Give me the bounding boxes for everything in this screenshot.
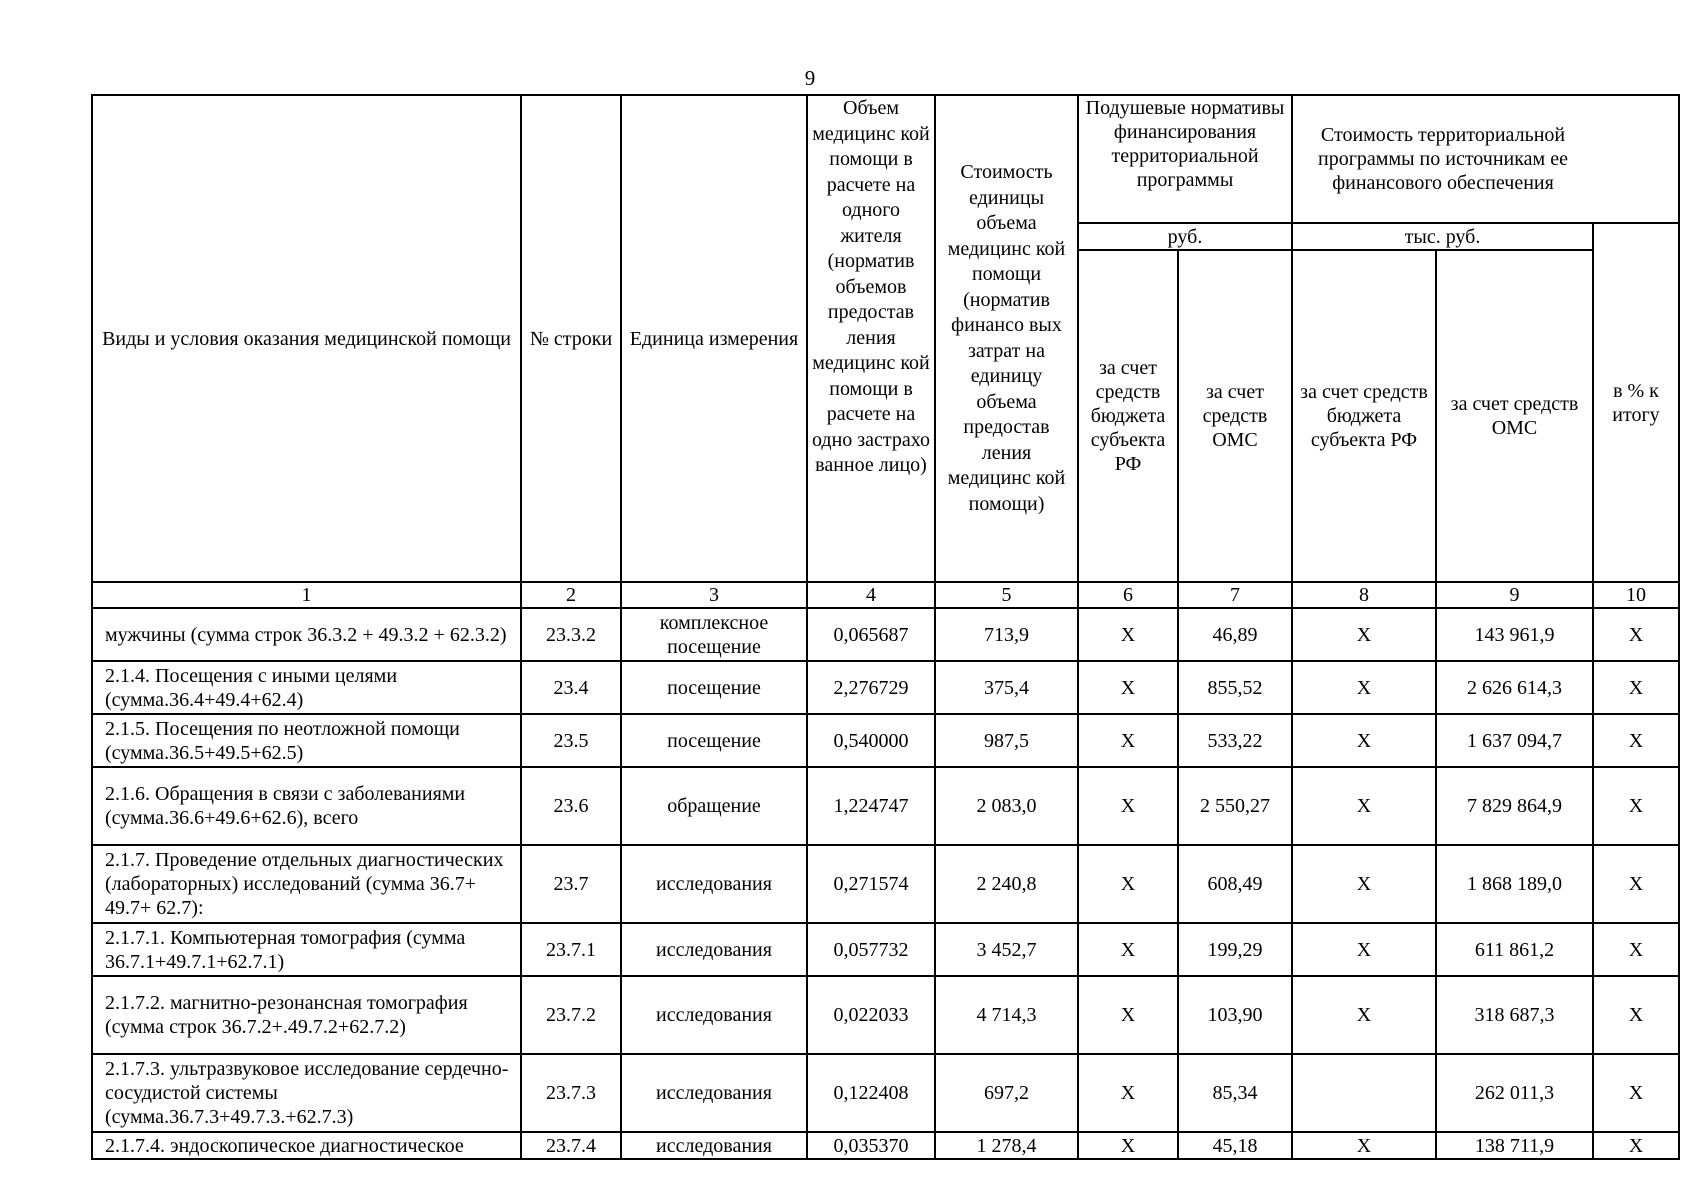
row-unit: обращение: [621, 767, 807, 845]
row-budget-total: Х: [1292, 661, 1436, 714]
column-number: 3: [621, 582, 807, 608]
row-name: 2.1.7.4. эндоскопическое диагностическое: [92, 1132, 521, 1159]
header-oms-total: за счет средств ОМС: [1436, 250, 1593, 582]
header-oms-norm: за счет средств ОМС: [1178, 250, 1292, 582]
header-line-number: № строки: [521, 95, 621, 582]
row-oms-norm: 2 550,27: [1178, 767, 1292, 845]
row-budget-norm: Х: [1078, 976, 1178, 1054]
row-unit: исследования: [621, 1132, 807, 1159]
row-name: 2.1.7. Проведение отдельных диагностических (лабораторных) исследований (сумма 36.7+ 49.7+ 62.7):: [92, 845, 521, 923]
row-budget-norm: Х: [1078, 714, 1178, 767]
row-line-number: 23.4: [521, 661, 621, 714]
row-volume: 0,035370: [807, 1132, 935, 1159]
row-budget-norm: Х: [1078, 923, 1178, 976]
row-unit: исследования: [621, 845, 807, 923]
row-budget-total: Х: [1292, 767, 1436, 845]
row-budget-norm: Х: [1078, 608, 1178, 661]
row-oms-total: 7 829 864,9: [1436, 767, 1593, 845]
column-number: 7: [1178, 582, 1292, 608]
row-oms-norm: 46,89: [1178, 608, 1292, 661]
row-unit-cost: 2 240,8: [935, 845, 1078, 923]
row-oms-total: 318 687,3: [1436, 976, 1593, 1054]
column-number-row: [92, 582, 1679, 608]
row-oms-norm: 103,90: [1178, 976, 1292, 1054]
row-volume: 0,057732: [807, 923, 935, 976]
table-row: [92, 976, 1679, 1054]
row-oms-norm: 45,18: [1178, 1132, 1292, 1159]
header-program-cost: Стоимость территориальной программы по источникам ее финансового обеспечения: [1292, 95, 1593, 223]
table-row: [92, 1054, 1679, 1132]
row-budget-total: Х: [1292, 976, 1436, 1054]
row-name: 2.1.7.2. магнитно-резонансная томография (сумма строк 36.7.2+.49.7.2+62.7.2): [92, 976, 521, 1054]
table-row: [92, 714, 1679, 767]
medical-care-cost-table: [91, 94, 1680, 1160]
row-oms-norm: 85,34: [1178, 1054, 1292, 1132]
row-unit-cost: 1 278,4: [935, 1132, 1078, 1159]
row-oms-total: 1 637 094,7: [1436, 714, 1593, 767]
row-percent: Х: [1593, 1054, 1679, 1132]
column-number: 6: [1078, 582, 1178, 608]
header-unit: Единица измерения: [621, 95, 807, 582]
header-care-type: Виды и условия оказания медицинской помощи: [92, 95, 521, 582]
header-percent: в % к итогу: [1593, 223, 1679, 582]
row-name: 2.1.6. Обращения в связи с заболеваниями (сумма.36.6+49.6+62.6), всего: [92, 767, 521, 845]
row-name: мужчины (сумма строк 36.3.2 + 49.3.2 + 62.3.2): [92, 608, 521, 661]
row-line-number: 23.3.2: [521, 608, 621, 661]
table-row: [92, 1132, 1679, 1159]
row-budget-total: Х: [1292, 923, 1436, 976]
row-budget-norm: Х: [1078, 767, 1178, 845]
table-row: [92, 767, 1679, 845]
row-percent: Х: [1593, 767, 1679, 845]
row-unit-cost: 4 714,3: [935, 976, 1078, 1054]
row-oms-norm: 608,49: [1178, 845, 1292, 923]
header-unit-rub: руб.: [1078, 223, 1292, 250]
row-unit-cost: 2 083,0: [935, 767, 1078, 845]
table-row: [92, 661, 1679, 714]
table-row: [92, 845, 1679, 923]
column-number: 1: [92, 582, 521, 608]
row-volume: 0,065687: [807, 608, 935, 661]
row-percent: Х: [1593, 714, 1679, 767]
row-unit: комплексное посещение: [621, 608, 807, 661]
row-oms-norm: 533,22: [1178, 714, 1292, 767]
row-percent: Х: [1593, 661, 1679, 714]
row-percent: Х: [1593, 608, 1679, 661]
row-oms-total: 611 861,2: [1436, 923, 1593, 976]
row-oms-norm: 855,52: [1178, 661, 1292, 714]
row-unit: исследования: [621, 923, 807, 976]
row-unit-cost: 987,5: [935, 714, 1078, 767]
row-percent: Х: [1593, 976, 1679, 1054]
row-line-number: 23.7.2: [521, 976, 621, 1054]
row-oms-total: 262 011,3: [1436, 1054, 1593, 1132]
row-budget-total: Х: [1292, 845, 1436, 923]
row-unit: посещение: [621, 714, 807, 767]
row-line-number: 23.7: [521, 845, 621, 923]
row-volume: 0,271574: [807, 845, 935, 923]
column-number: 8: [1292, 582, 1436, 608]
row-unit-cost: 375,4: [935, 661, 1078, 714]
column-number: 4: [807, 582, 935, 608]
row-unit-cost: 3 452,7: [935, 923, 1078, 976]
header-per-capita-norms: Подушевые нормативы финансирования территориальной программы: [1078, 95, 1292, 223]
row-volume: 0,122408: [807, 1054, 935, 1132]
header-budget-norm: за счет средств бюджета субъекта РФ: [1078, 250, 1178, 582]
column-number: 2: [521, 582, 621, 608]
row-unit-cost: 713,9: [935, 608, 1078, 661]
row-unit: исследования: [621, 976, 807, 1054]
row-name: 2.1.5. Посещения по неотложной помощи (сумма.36.5+49.5+62.5): [92, 714, 521, 767]
page-number: 9: [804, 66, 816, 90]
row-budget-norm: Х: [1078, 1054, 1178, 1132]
column-number: 10: [1593, 582, 1679, 608]
row-name: 2.1.4. Посещения с иными целями (сумма.36.4+49.4+62.4): [92, 661, 521, 714]
row-oms-norm: 199,29: [1178, 923, 1292, 976]
row-oms-total: 1 868 189,0: [1436, 845, 1593, 923]
row-oms-total: 143 961,9: [1436, 608, 1593, 661]
row-budget-norm: Х: [1078, 1132, 1178, 1159]
row-percent: Х: [1593, 923, 1679, 976]
row-volume: 0,022033: [807, 976, 935, 1054]
row-budget-total: Х: [1292, 714, 1436, 767]
row-budget-norm: Х: [1078, 845, 1178, 923]
header-budget-total: за счет средств бюджета субъекта РФ: [1292, 250, 1436, 582]
header-unit-thous-rub: тыс. руб.: [1292, 223, 1593, 250]
row-volume: 0,540000: [807, 714, 935, 767]
row-percent: Х: [1593, 1132, 1679, 1159]
row-name: 2.1.7.3. ультразвуковое исследование сердечно-сосудистой системы (сумма.36.7.3+49.7.3.+62.7.3): [92, 1054, 521, 1132]
row-oms-total: 2 626 614,3: [1436, 661, 1593, 714]
row-unit: посещение: [621, 661, 807, 714]
row-budget-total: Х: [1292, 608, 1436, 661]
row-volume: 1,224747: [807, 767, 935, 845]
row-budget-total: Х: [1292, 1132, 1436, 1159]
row-line-number: 23.7.4: [521, 1132, 621, 1159]
header-unit-cost: Стоимость единицы объема медицинс кой помощи (норматив финансо вых затрат на единицу объема предостав ления медицинс кой помощи): [935, 95, 1078, 582]
row-line-number: 23.6: [521, 767, 621, 845]
row-line-number: 23.7.3: [521, 1054, 621, 1132]
row-name: 2.1.7.1. Компьютерная томография (сумма 36.7.1+49.7.1+62.7.1): [92, 923, 521, 976]
table-row: [92, 923, 1679, 976]
column-number: 5: [935, 582, 1078, 608]
row-line-number: 23.5: [521, 714, 621, 767]
column-number: 9: [1436, 582, 1593, 608]
row-line-number: 23.7.1: [521, 923, 621, 976]
row-unit: исследования: [621, 1054, 807, 1132]
row-unit-cost: 697,2: [935, 1054, 1078, 1132]
row-budget-norm: Х: [1078, 661, 1178, 714]
row-budget-total: [1292, 1054, 1436, 1132]
row-oms-total: 138 711,9: [1436, 1132, 1593, 1159]
row-volume: 2,276729: [807, 661, 935, 714]
row-percent: Х: [1593, 845, 1679, 923]
header-volume: Объем медицинс кой помощи в расчете на одного жителя (норматив объемов предостав ления медицинс кой помощи в расчете на одно застрахо ванное лицо): [807, 95, 935, 582]
table-row: [92, 608, 1679, 661]
